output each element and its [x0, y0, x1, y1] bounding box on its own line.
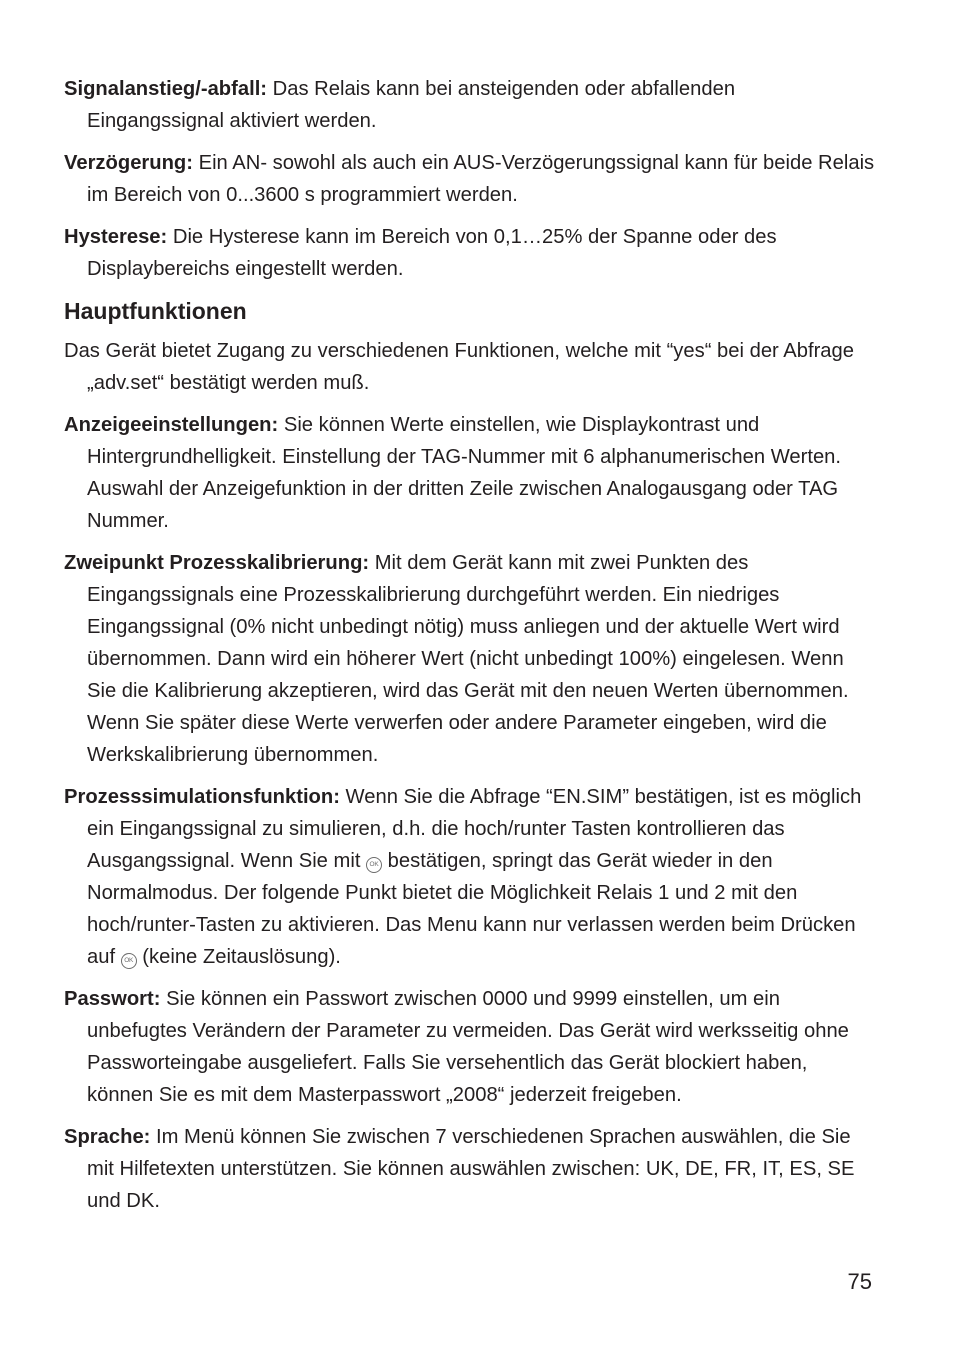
text-simulation-2: bestätigen, springt das Gerät wieder in den Normalmodus. Der folgende Punkt bietet die Möglichkeit Relais 1 und 2 mit den hoch/runter-Tasten zu aktivieren. Das Menu kann nur verlassen werden beim Drücken auf — [87, 850, 856, 968]
text-signal: Das Relais kann bei ansteigenden oder abfallenden Eingangssignal aktiviert werden. — [87, 78, 736, 132]
ok-button-icon: OK — [121, 953, 137, 969]
term-signal: Signalanstieg/-abfall: — [64, 78, 268, 100]
page-number: 75 — [847, 1269, 872, 1294]
paragraph-language — [64, 1121, 876, 1217]
text-calibration: Mit dem Gerät kann mit zwei Punkten des Eingangssignals eine Prozesskalibrierung durchgeführt werden. Ein niedriges Eingangssignal (0% nicht unbedingt nötig) muss anliegen und der aktuelle Wert wird übernommen. Dann wird ein höherer Wert (nicht unbedingt 100%) eingelesen. Wenn Sie die Kalibrierung akzeptieren, wird das Gerät mit den neuen Werten übernommen. Wenn Sie später diese Werte verwerfen oder andere Parameter eingeben, wird die Werkskalibrierung übernommen. — [87, 552, 849, 766]
paragraph-delay — [64, 147, 876, 211]
term-simulation: Prozesssimulationsfunktion: — [64, 786, 340, 808]
text-delay: Ein AN- sowohl als auch ein AUS-Verzögerungssignal kann für beide Relais im Bereich von 0...3600 s programmiert werden. — [87, 152, 875, 206]
term-display-settings: Anzeigeeinstellungen: — [64, 414, 279, 436]
term-calibration: Zweipunkt Prozesskalibrierung: — [64, 552, 370, 574]
paragraph-signal — [64, 73, 876, 137]
paragraph-hysteresis — [64, 221, 876, 285]
term-delay: Verzögerung: — [64, 152, 193, 174]
text-simulation-3: (keine Zeitauslösung). — [136, 946, 341, 968]
paragraph-simulation — [64, 781, 876, 973]
page-content — [64, 73, 876, 1227]
text-language: Im Menü können Sie zwischen 7 verschiedenen Sprachen auswählen, die Sie mit Hilfetexten unterstützen. Sie können auswählen zwischen: UK, DE, FR, IT, ES, SE und DK. — [87, 1126, 855, 1212]
paragraph-display-settings — [64, 409, 876, 537]
paragraph-password — [64, 983, 876, 1111]
term-hysteresis: Hysterese: — [64, 226, 168, 248]
text-hysteresis: Die Hysterese kann im Bereich von 0,1…25% der Spanne oder des Displaybereichs eingestellt werden. — [87, 226, 777, 280]
text-display-settings: Sie können Werte einstellen, wie Displaykontrast und Hintergrundhelligkeit. Einstellung der TAG-Nummer mit 6 alphanumerischen Werten. Auswahl der Anzeigefunktion in der dritten Zeile zwischen Analogausgang oder TAG Nummer. — [87, 414, 842, 532]
text-password: Sie können ein Passwort zwischen 0000 und 9999 einstellen, um ein unbefugtes Verändern der Parameter zu vermeiden. Das Gerät wird werksseitig ohne Passworteingabe ausgeliefert. Falls Sie versehentlich das Gerät blockiert haben, können Sie es mit dem Masterpasswort „2008“ jederzeit freigeben. — [87, 988, 849, 1106]
term-language: Sprache: — [64, 1126, 151, 1148]
term-password: Passwort: — [64, 988, 161, 1010]
paragraph-calibration — [64, 547, 876, 771]
ok-button-icon: OK — [366, 857, 382, 873]
paragraph-intro: Das Gerät bietet Zugang zu verschiedenen Funktionen, welche mit “yes“ bei der Abfrage „adv.set“ bestätigt werden muß. — [64, 340, 854, 394]
section-heading: Hauptfunktionen — [64, 298, 247, 324]
text-simulation-1: Wenn Sie die Abfrage “EN.SIM” bestätigen, ist es möglich ein Eingangssignal zu simulieren, d.h. die hoch/runter Tasten kontrollieren das Ausgangssignal. Wenn Sie mit — [87, 786, 862, 872]
